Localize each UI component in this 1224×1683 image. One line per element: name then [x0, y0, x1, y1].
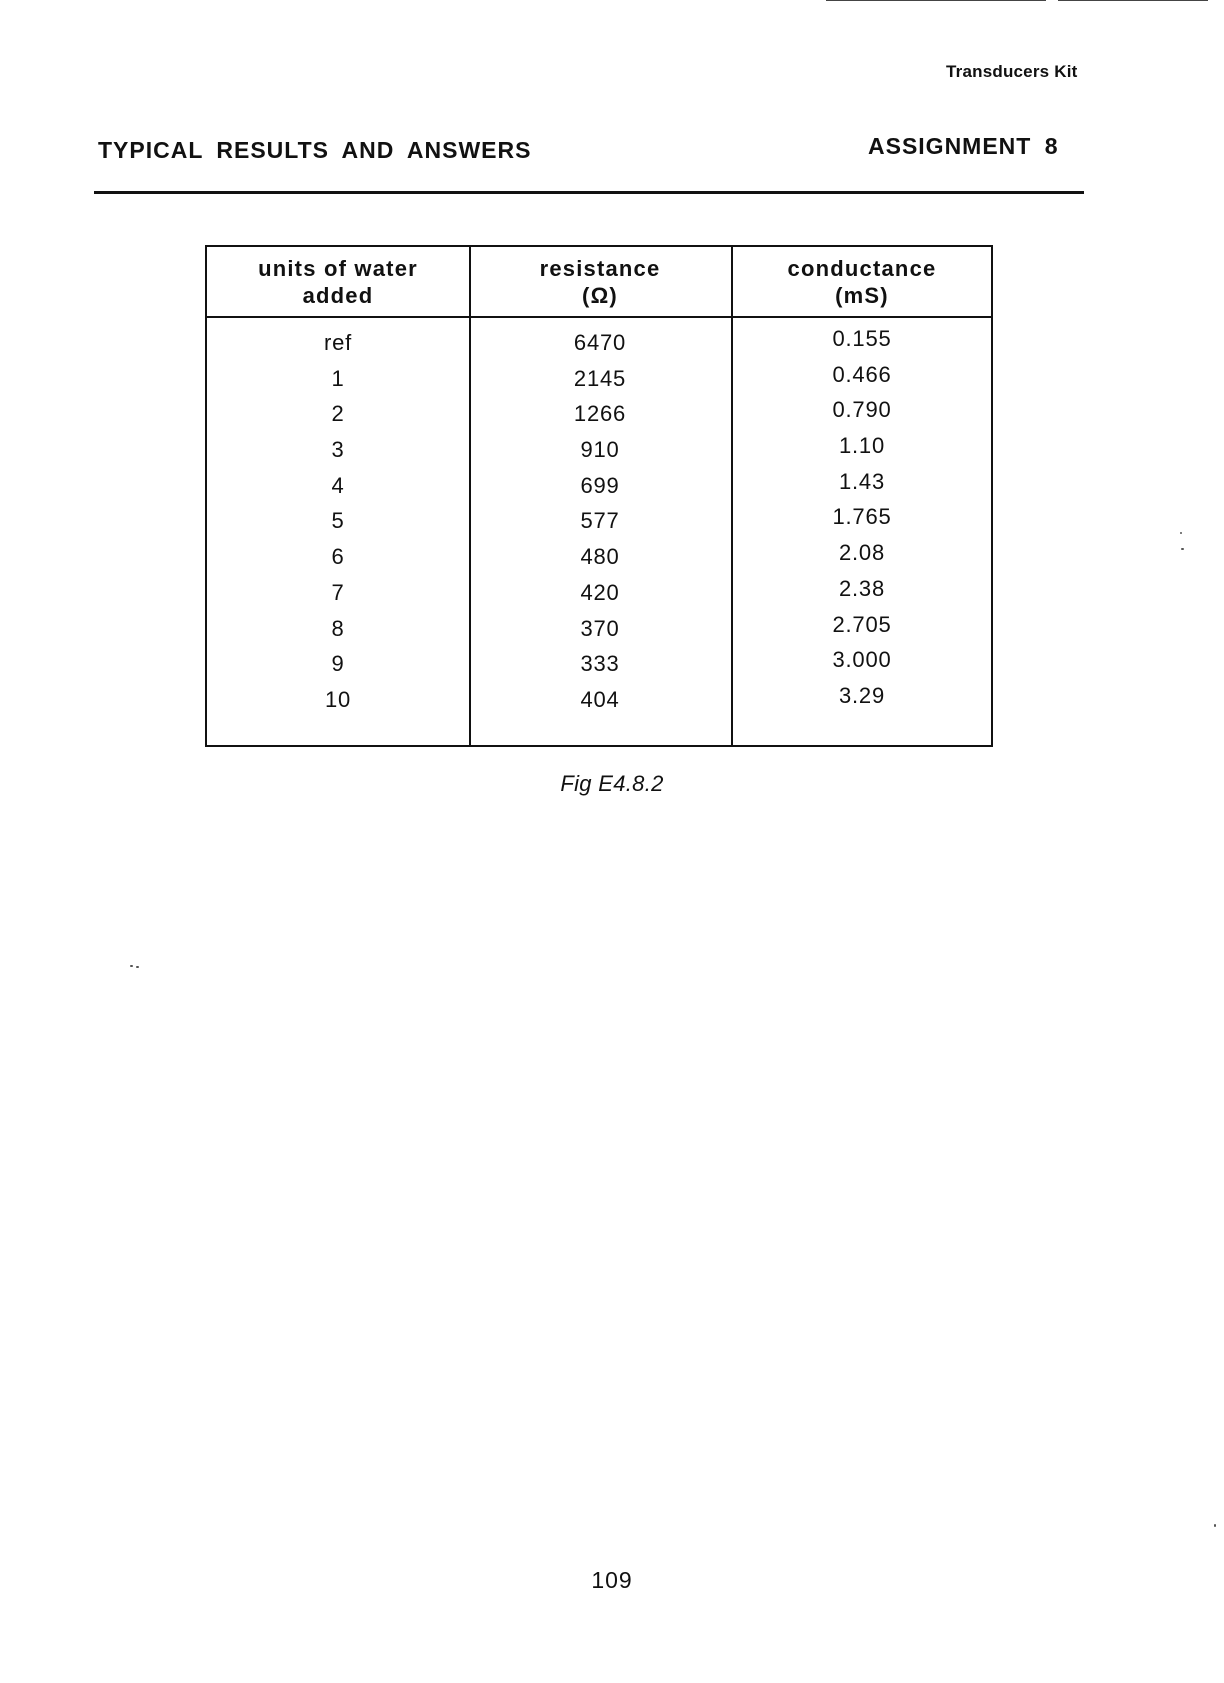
table-cell: 577	[580, 508, 620, 534]
table-cell: 3.29	[838, 682, 886, 708]
table-cell: 2.705	[832, 611, 892, 637]
table-cell: 3	[331, 437, 345, 463]
scan-speck	[1180, 532, 1182, 534]
table-cell: 10	[324, 686, 352, 712]
table-cell: 0.466	[832, 361, 892, 387]
table-cell: 370	[580, 615, 620, 641]
table-cell: 7	[331, 579, 345, 605]
header-units-of-water	[207, 255, 469, 309]
page-number: 109	[591, 1567, 633, 1593]
table-cell: 420	[580, 579, 620, 605]
header-divider	[207, 316, 991, 318]
table-cell: 2	[331, 401, 345, 427]
results-table	[205, 245, 993, 747]
kit-label: Transducers Kit	[946, 62, 1078, 81]
header-line: added	[302, 283, 374, 308]
top-edge-rule	[1058, 0, 1208, 1]
table-cell: 3.000	[832, 647, 892, 673]
header-line: (mS)	[835, 283, 889, 308]
scan-speck	[136, 966, 139, 968]
table-cell: 2145	[573, 365, 627, 391]
table-cell: 8	[331, 615, 345, 641]
table-cell: 699	[580, 472, 620, 498]
units-column	[207, 325, 469, 718]
table-cell: 9	[331, 651, 345, 677]
table-cell: 910	[580, 437, 620, 463]
top-edge-rule	[826, 0, 1046, 1]
table-cell: ref	[323, 330, 353, 355]
table-cell: 0.155	[832, 326, 892, 351]
table-cell: 0.790	[832, 397, 892, 423]
table-cell: 404	[580, 686, 620, 712]
scan-speck	[130, 965, 133, 967]
table-cell: 1.43	[838, 468, 886, 494]
resistance-column	[469, 325, 731, 718]
header-rule	[94, 191, 1084, 194]
table-cell: 6470	[573, 330, 627, 355]
header-conductance	[731, 255, 993, 309]
conductance-column	[731, 321, 993, 714]
header-resistance	[469, 255, 731, 309]
table-cell: 2.38	[838, 575, 886, 601]
header-line: resistance	[539, 256, 661, 281]
table-cell: 1266	[573, 401, 627, 427]
table-cell: 6	[331, 544, 345, 570]
figure-caption: Fig E4.8.2	[560, 771, 664, 796]
header-line: units of water	[258, 256, 418, 281]
table-cell: 4	[331, 472, 345, 498]
scan-speck	[1181, 548, 1184, 550]
header-line: conductance	[787, 256, 937, 281]
table-cell: 1.10	[838, 433, 886, 459]
table-cell: 1.765	[832, 504, 892, 530]
assignment-label: ASSIGNMENT 8	[868, 133, 1059, 159]
table-cell: 1	[331, 365, 345, 391]
table-cell: 2.08	[838, 540, 886, 566]
header-line: (Ω)	[582, 283, 618, 308]
table-cell: 480	[580, 544, 620, 570]
table-cell: 333	[580, 651, 620, 677]
table-cell: 5	[331, 508, 345, 534]
section-title: TYPICAL RESULTS AND ANSWERS	[98, 137, 532, 163]
scan-speck	[1214, 1524, 1216, 1527]
